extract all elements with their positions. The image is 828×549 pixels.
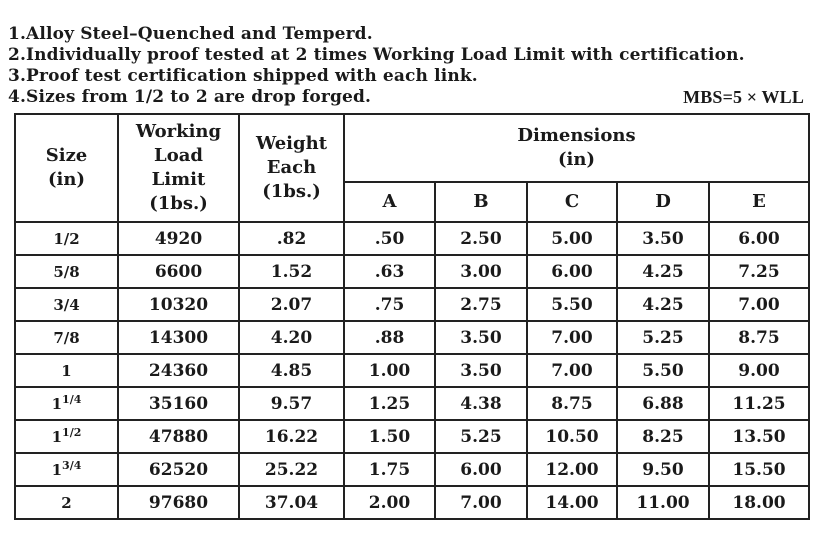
header-wll-line-2: Load — [154, 145, 203, 166]
dim-b-cell: 2.50 — [435, 222, 527, 255]
table-row — [15, 354, 809, 387]
size-fraction: 1/4 — [62, 392, 82, 406]
size-whole: 2 — [61, 493, 72, 512]
dim-a-cell: .88 — [344, 321, 435, 354]
size-value — [53, 263, 79, 281]
size-value — [51, 392, 82, 413]
header-wll-line-4: (1bs.) — [149, 193, 208, 214]
dim-e-cell: 9.00 — [709, 354, 809, 387]
size-fraction: 3/4 — [53, 295, 80, 314]
dim-c-cell: 8.75 — [527, 387, 617, 420]
header-wll-line-1: Working — [135, 121, 222, 142]
dim-a-cell: .50 — [344, 222, 435, 255]
size-value — [61, 362, 71, 380]
header-wll-line-3: Limit — [151, 169, 206, 190]
dim-b-cell: 2.75 — [435, 288, 527, 321]
weight-cell: 4.20 — [239, 321, 344, 354]
table-row — [15, 387, 809, 420]
size-cell — [15, 255, 118, 288]
header-size-line-2: (in) — [48, 169, 85, 190]
dim-d-cell: 5.25 — [617, 321, 709, 354]
size-cell — [15, 354, 118, 387]
note-4: 4.Sizes from 1/2 to 2 are drop forged. — [8, 87, 372, 107]
wll-cell: 24360 — [118, 354, 239, 387]
dim-c-cell: 5.00 — [527, 222, 617, 255]
header-weight-line-2: Each — [266, 157, 317, 178]
header-dim-a: A — [344, 182, 435, 222]
header-weight-line-1: Weight — [255, 133, 328, 154]
weight-cell: 37.04 — [239, 486, 344, 519]
dim-a-cell: 1.00 — [344, 354, 435, 387]
wll-cell: 6600 — [118, 255, 239, 288]
note-1: 1.Alloy Steel–Quenched and Temperd. — [8, 24, 373, 44]
dim-d-cell: 5.50 — [617, 354, 709, 387]
dim-e-cell: 7.25 — [709, 255, 809, 288]
header-weight — [239, 114, 344, 222]
dim-a-cell: 1.25 — [344, 387, 435, 420]
dim-d-cell: 4.25 — [617, 255, 709, 288]
size-cell — [15, 420, 118, 453]
note-2: 2.Individually proof tested at 2 times Working Load Limit with certification. — [8, 45, 745, 65]
note-3: 3.Proof test certification shipped with each link. — [8, 66, 478, 86]
weight-cell: 16.22 — [239, 420, 344, 453]
dim-b-cell: 6.00 — [435, 453, 527, 486]
dim-b-cell: 5.25 — [435, 420, 527, 453]
size-value — [51, 458, 82, 479]
header-wll — [118, 114, 239, 222]
mbs-formula: MBS=5 × WLL — [683, 87, 804, 107]
dim-d-cell: 3.50 — [617, 222, 709, 255]
dim-d-cell: 11.00 — [617, 486, 709, 519]
notes-block — [8, 24, 823, 108]
dim-d-cell: 8.25 — [617, 420, 709, 453]
weight-cell: .82 — [239, 222, 344, 255]
dim-b-cell: 7.00 — [435, 486, 527, 519]
size-value — [61, 494, 71, 512]
dim-b-cell: 3.00 — [435, 255, 527, 288]
size-fraction: 1/2 — [62, 425, 82, 439]
table-row — [15, 453, 809, 486]
dim-a-cell: .63 — [344, 255, 435, 288]
size-fraction: 1/2 — [53, 229, 80, 248]
dim-e-cell: 11.25 — [709, 387, 809, 420]
dim-e-cell: 13.50 — [709, 420, 809, 453]
size-cell — [15, 453, 118, 486]
header-dim-b: B — [435, 182, 527, 222]
dim-e-cell: 7.00 — [709, 288, 809, 321]
wll-cell: 14300 — [118, 321, 239, 354]
header-size — [15, 114, 118, 222]
header-dimensions-line-2: (in) — [558, 149, 595, 170]
spec-table-body — [15, 222, 809, 519]
weight-cell: 25.22 — [239, 453, 344, 486]
wll-cell: 10320 — [118, 288, 239, 321]
size-whole: 1 — [51, 460, 63, 479]
size-value — [53, 329, 79, 347]
dim-b-cell: 3.50 — [435, 321, 527, 354]
dim-c-cell: 5.50 — [527, 288, 617, 321]
dim-e-cell: 6.00 — [709, 222, 809, 255]
size-cell — [15, 222, 118, 255]
table-row — [15, 321, 809, 354]
dim-d-cell: 4.25 — [617, 288, 709, 321]
dim-c-cell: 7.00 — [527, 354, 617, 387]
size-cell — [15, 321, 118, 354]
size-whole: 1 — [51, 427, 63, 446]
table-row — [15, 255, 809, 288]
dim-b-cell: 3.50 — [435, 354, 527, 387]
table-row — [15, 486, 809, 519]
dim-e-cell: 8.75 — [709, 321, 809, 354]
dim-a-cell: 1.50 — [344, 420, 435, 453]
wll-cell: 62520 — [118, 453, 239, 486]
size-cell — [15, 486, 118, 519]
size-whole: 1 — [61, 361, 72, 380]
dim-a-cell: 2.00 — [344, 486, 435, 519]
dim-c-cell: 6.00 — [527, 255, 617, 288]
table-row — [15, 222, 809, 255]
dim-e-cell: 18.00 — [709, 486, 809, 519]
dim-d-cell: 9.50 — [617, 453, 709, 486]
note-4-row — [8, 87, 808, 108]
header-dimensions-line-1: Dimensions — [517, 125, 636, 146]
spec-table — [14, 113, 810, 520]
header-dim-c: C — [527, 182, 617, 222]
wll-cell: 97680 — [118, 486, 239, 519]
weight-cell: 9.57 — [239, 387, 344, 420]
dim-a-cell: 1.75 — [344, 453, 435, 486]
dim-e-cell: 15.50 — [709, 453, 809, 486]
table-row — [15, 420, 809, 453]
wll-cell: 35160 — [118, 387, 239, 420]
size-value — [53, 230, 79, 248]
size-value — [51, 425, 82, 446]
dim-c-cell: 10.50 — [527, 420, 617, 453]
size-fraction: 3/4 — [62, 458, 82, 472]
dim-b-cell: 4.38 — [435, 387, 527, 420]
weight-cell: 1.52 — [239, 255, 344, 288]
dim-c-cell: 14.00 — [527, 486, 617, 519]
header-dim-d: D — [617, 182, 709, 222]
header-dim-e: E — [709, 182, 809, 222]
table-row — [15, 288, 809, 321]
wll-cell: 4920 — [118, 222, 239, 255]
header-dimensions — [344, 114, 809, 182]
dim-d-cell: 6.88 — [617, 387, 709, 420]
header-size-line-1: Size — [45, 145, 88, 166]
header-weight-line-3: (1bs.) — [262, 181, 321, 202]
size-value — [53, 296, 79, 314]
dim-c-cell: 12.00 — [527, 453, 617, 486]
size-cell — [15, 288, 118, 321]
size-fraction: 7/8 — [53, 328, 80, 347]
size-cell — [15, 387, 118, 420]
wll-cell: 47880 — [118, 420, 239, 453]
weight-cell: 2.07 — [239, 288, 344, 321]
weight-cell: 4.85 — [239, 354, 344, 387]
dim-a-cell: .75 — [344, 288, 435, 321]
size-fraction: 5/8 — [53, 262, 80, 281]
size-whole: 1 — [51, 394, 63, 413]
dim-c-cell: 7.00 — [527, 321, 617, 354]
